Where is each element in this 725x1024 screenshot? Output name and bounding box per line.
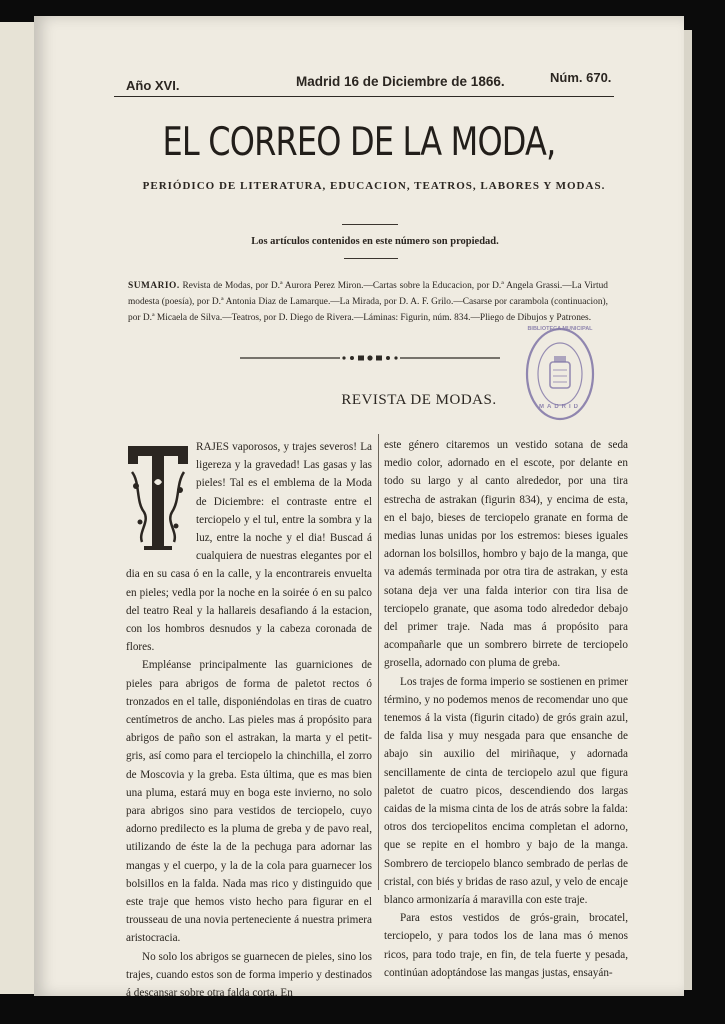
paragraph: RAJES vaporosos, y trajes severos! La ligereza y la gravedad! Las gasas y las pieles! Tal es el emblema de la Moda de Diciembre: el contraste entre el terciopelo y el tul, entre la sombra y la luz, entre la noche y el dia! Buscad á cualquiera de nuestras elegantes por el dia en su casa ó en la calle, y la encontrareis envuelta en pieles; vedla por la noche en la soirée ó en su palco del teatro Real y la hallareis desafiando á la estacion, con los hombros desnudos y la cabeza coronada de flores.	[126, 441, 372, 654]
header-rule	[114, 96, 614, 97]
stamp-bottom-text: MADRID	[539, 404, 581, 410]
paragraph: Los trajes de forma imperio se sostienen en primer término, y no podemos menos de recomendar uno que tenemos á la vista (figurin citado) de grós grain azul, de falda lisa y muy nesgada para que ensanche de abajo sin auxilio del miriñaque, y adornada sencillamente de cinta de terciopelo azul que figura paletot de cuatro picos, descendiendo dos largas caidas de la misma cinta de los de atrás sobre la falda: otros dos terciopelitos encima completan el adorno, que se repite en el hombro y bajo de la manga. Sombrero de terciopelo blanco sembrado de perlas de cristal, con biés y bridas de raso azul, y velo de encaje blanco armonizaría á maravilla con este traje.	[384, 675, 628, 907]
divider-rule	[342, 224, 398, 225]
summary-text: Revista de Modas, por D.ª Aurora Perez Miron.—Cartas sobre la Educacion, por D.ª Angela Grassi.—La Virtud modesta (poesía), por D.ª Antonia Diaz de Lamarque.—La Mirada, por D. A. F. Grilo.—Casarse por carambola (continuacion), por D.ª Micaela de Silva.—Teatros, por D. Diego de Rivera.—Láminas: Figurin, núm. 834.—Pliego de Dibujos y Patrones.	[128, 281, 608, 323]
summary-block	[128, 279, 608, 326]
paragraph: Para estos vestidos de grós-grain, brocatel, terciopelo, y para todos los de lana mas ó menos ricos, para todo traje, en fin, de tela fuerte y pesada, continúan adoptándose las mangas justas, ensayán-	[384, 912, 628, 979]
issue-number: Núm. 670.	[550, 70, 612, 85]
summary-label: SUMARIO.	[128, 281, 180, 291]
masthead-subtitle: PERIÓDICO DE LITERATURA, EDUCACION, TEATROS, LABORES Y MODAS.	[142, 180, 606, 192]
paragraph: No solo los abrigos se guarnecen de pieles, sino los trajes, cuando estos son de forma imperio y destinados á descansar sobre otra falda corta. En	[126, 950, 372, 1000]
issue-year: Año XVI.	[126, 78, 180, 93]
drop-cap-illustration	[126, 442, 190, 552]
article-column-left	[126, 438, 372, 1002]
paragraph: este género citaremos un vestido sotana de seda medio color, adornado en el escote, por delante en todo su largo y al canto alrededor, por una tira estrecha de astrakan (figurin 834), y encima de esta, en el bajo, bieses de terciopelo granate en forma de medias lunas unidas por los estremos: bieses iguales adornan los bolsillos, hombro y bajo de la manga, que va además terminada por otra tira de astrakan, y esta sotana deja ver una falda interior con tira lisa de terciopelo granate, que asoma todo alrededor debajo del primer traje. Nada mas á propósito para acompañarle que un sombrero birrete de terciopelo grosella, adornado con pluma de greba.	[384, 439, 628, 670]
paragraph: Empléanse principalmente las guarniciones de pieles para abrigos de forma de paletot rectos ó tronzados en el talle, disponiéndolas en tiras de cuatro centímetros de ancho. Las pieles mas á propósito para abrigos de paño son el astrakan, la marta y el petit-gris, así como para el terciopelo la chinchilla, el zorro de Moscovia y la greba. Esta última, que es mas bien una pluma, estará muy en boga este invierno, no solo para abrigos sino para vestidos de terciopelo, cuyo adorno predilecto es la pluma de greba y de pavo real, utilizando de éste la de la pechuga para adornar las mangas y el cuerpo, y la de la cola para guarnecer los bolsillos en la falda. Nada mas rico y distinguido que este traje que hemos visto hecho para figurar en el trousseau de una novia perteneciente á nuestra primera aristocracia.	[126, 659, 372, 945]
stamp-top-text: BIBLIOTECA MUNICIPAL	[527, 326, 593, 332]
masthead-title: EL CORREO DE LA MODA,	[162, 120, 556, 165]
property-notice: Los artículos contenidos en este número son propiedad.	[251, 236, 499, 247]
dateline: Madrid 16 de Diciembre de 1866.	[296, 74, 505, 89]
article-column-right	[384, 436, 628, 982]
right-page-edge	[684, 30, 692, 990]
ornamental-rule	[240, 352, 500, 364]
section-title: REVISTA DE MODAS.	[341, 392, 497, 408]
column-divider	[378, 434, 379, 890]
divider-rule	[344, 258, 398, 259]
